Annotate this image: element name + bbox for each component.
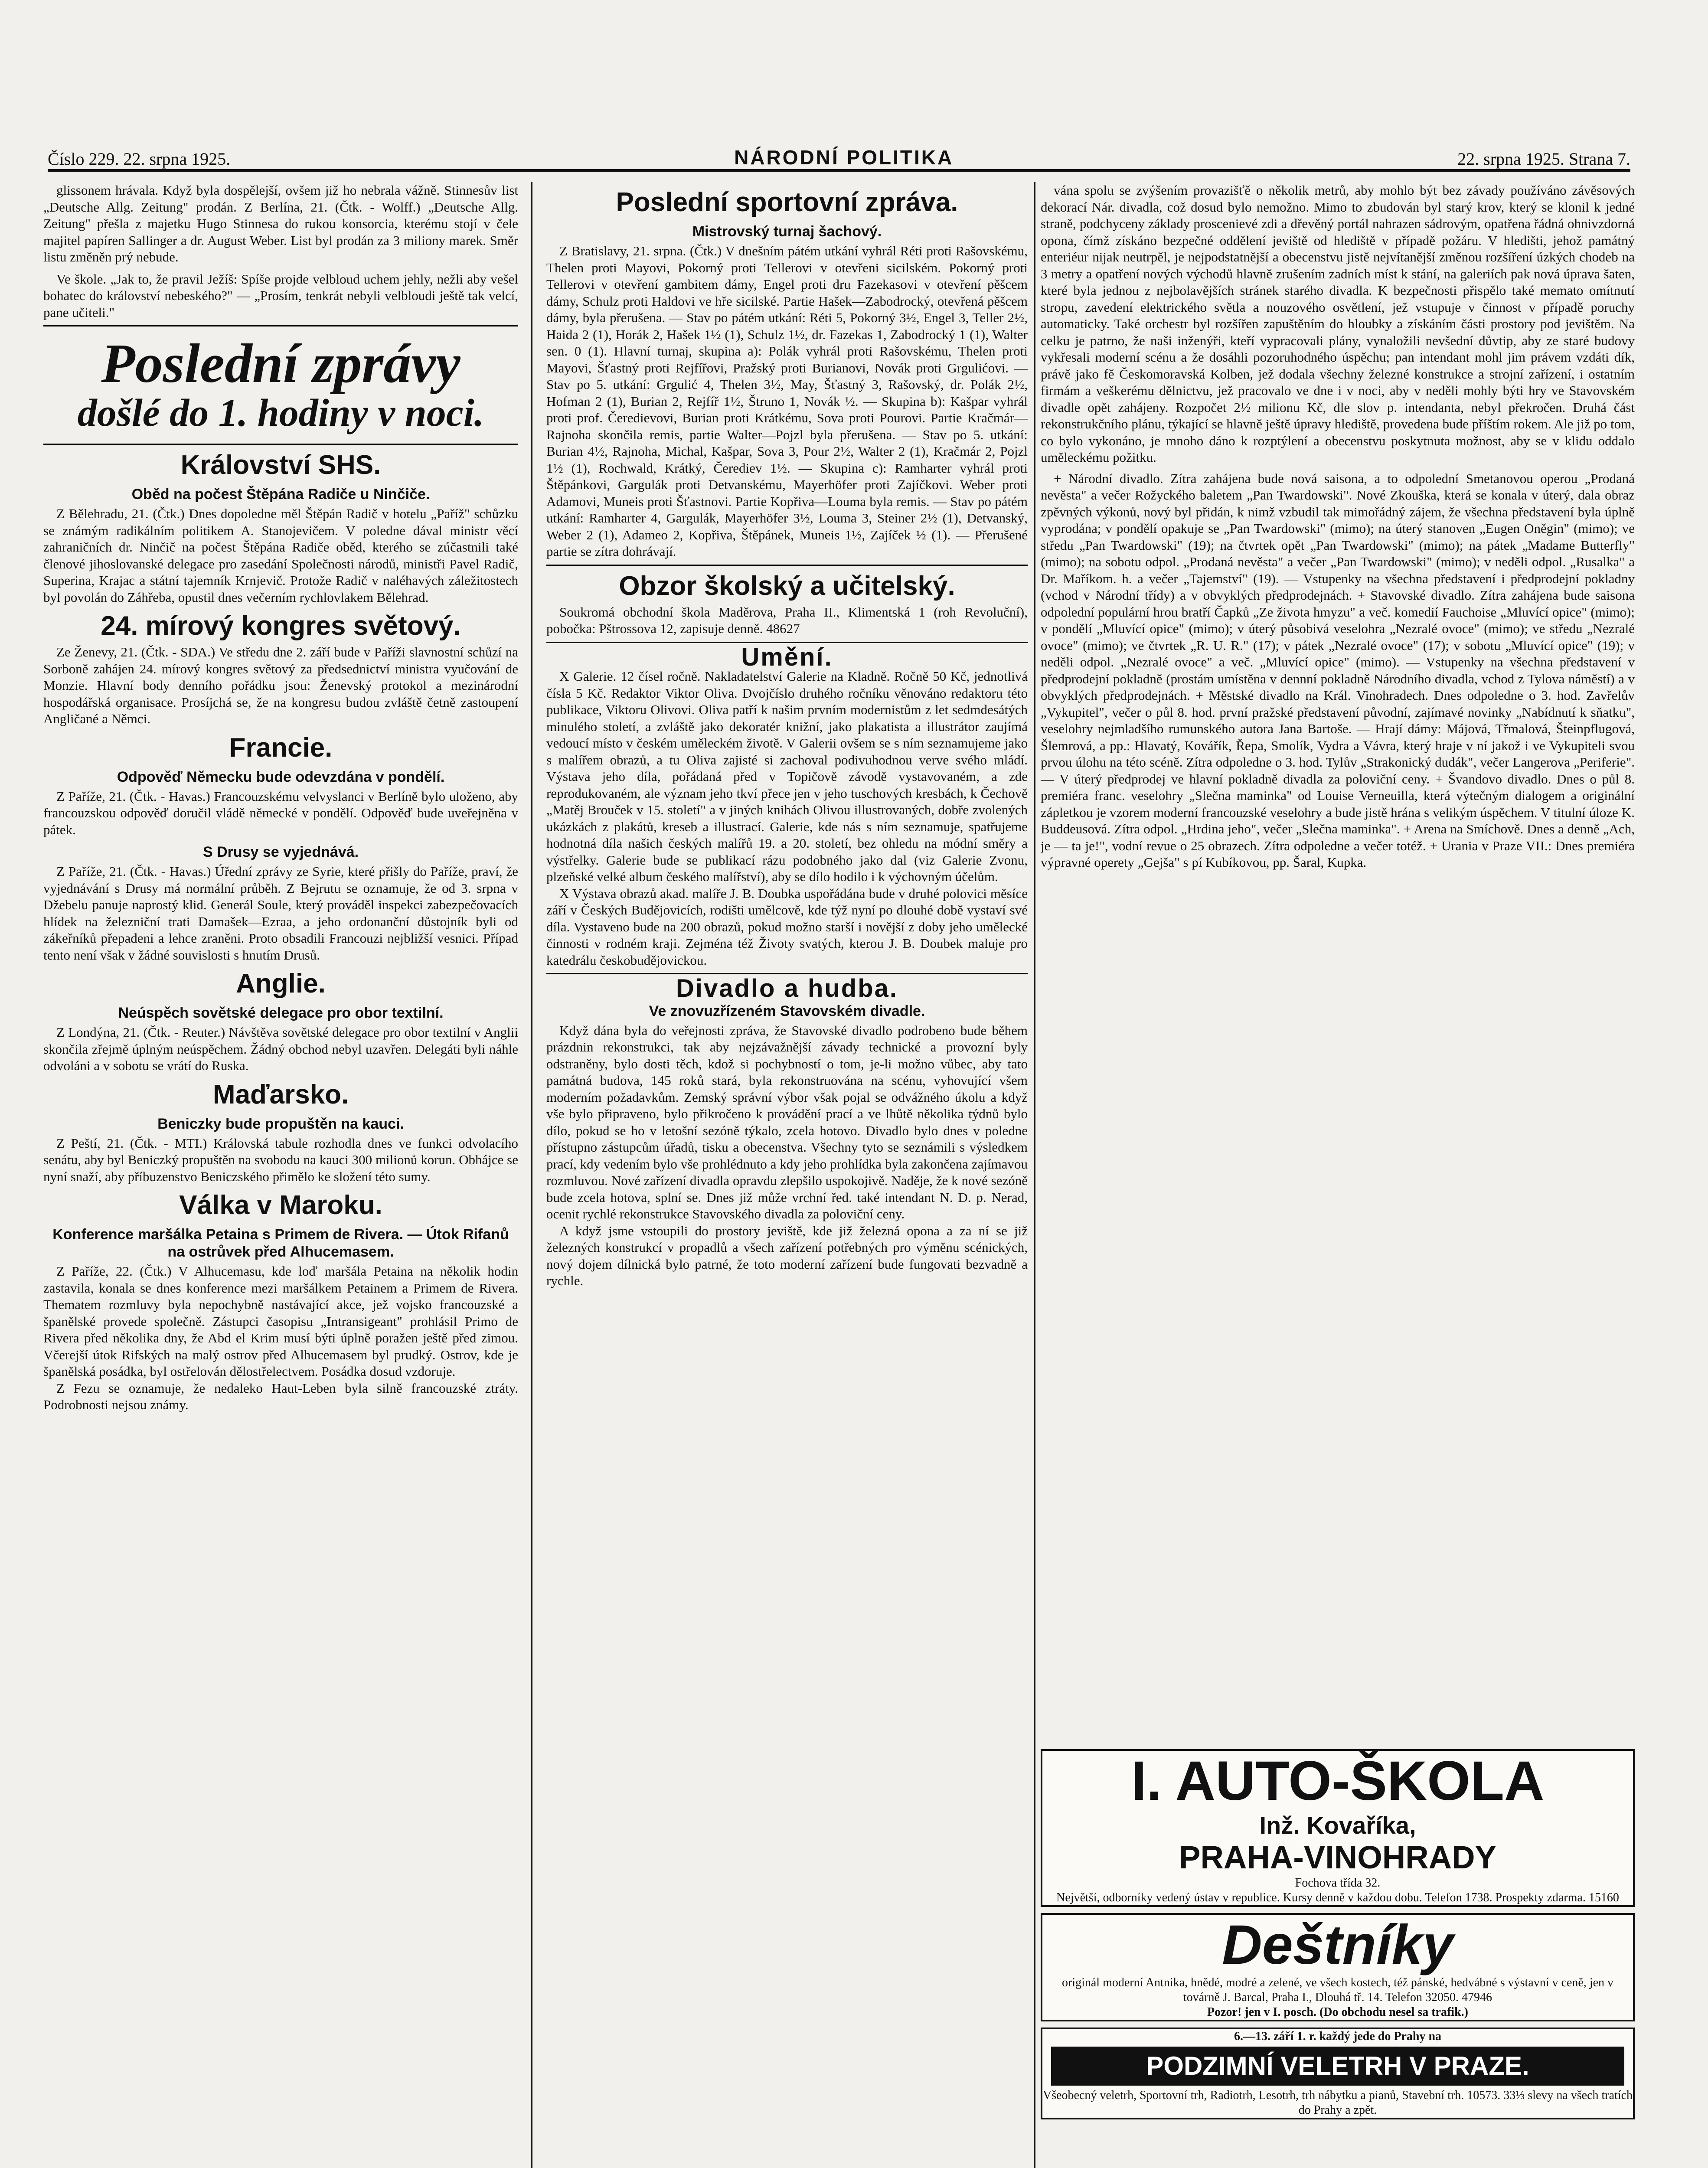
ad-text: Největší, odborníky vedený ústav v republice. Kursy denně v každou dobu. Telefon 1738. Prospekty zdarma. 15160 [1056,1891,1619,1904]
headline: Maďarsko. [212,1079,349,1110]
article-text: glissonem hrávala. Když byla dospělejší, ovšem již ho nebrala vážně. Stinnesův list „Deutsche Allg. Zeitung" prodán. Z Berlína, 21. (Čtk. - Wolff.) „Deutsche Allg. Zeitung" přešla z majetku Hugo Stinnesa do rukou konsorcia, kterému stojí v čele majitel papíren Sallinger a dr. August Weber. List byl prodán za 3 miliony marek. Směr listu změněn prý nebude. [43,183,518,264]
ad-owner: Inž. Kovaříka, [1259,1812,1416,1839]
headline: Království SHS. [180,450,381,480]
article-text: Soukromá obchodní škola Maděrova, Praha II., Klimentská 1 (roh Revoluční), pobočka: Pštrossova 12, zapisuje denně. 48627 [546,604,1028,636]
subheadline: Odpověď Německu bude odevzdána v pondělí. [117,768,445,785]
headline: Válka v Maroku. [179,1190,382,1220]
subheadline: S Drusy se vyjednává. [202,844,359,860]
subheadline: Neúspěch sovětské delegace pro obor textilní. [118,1005,444,1021]
divider [43,325,518,327]
divider [43,444,518,445]
article-text: A když jsme vstoupili do prostory jeviště, kde již železná opona a za ní se již železných konstrukcí v propadlů a všech zařízení potřebných pro výměnu scénických, nový dojem dílnická bylo patrné, že toto moderní zařízení bude fungovati bezvadně a rychle. [546,1223,1028,1288]
headline: Obzor školský a učitelský. [619,571,955,601]
headline: Poslední sportovní zpráva. [616,187,958,217]
column-divider [1034,182,1035,2168]
ad-street: Fochova třída 32. [1295,1876,1381,1890]
ad-city: PRAHA-VINOHRADY [1179,1839,1496,1875]
column-divider [531,182,532,2168]
ad-title: I. AUTO-ŠKOLA [1131,1750,1545,1812]
ad-text: originál moderní Antnika, hnědé, modré a zelené, ve všech kostech, též pánské, hedvábné s výstavní v ceně, jen v továrně J. Barcal, Praha I., Dlouhá tř. 14. Telefon 32050. 47946 [1061,1976,1614,2004]
headline: Anglie. [236,969,326,999]
article-text: Z Bělehradu, 21. (Čtk.) Dnes dopoledne měl Štěpán Radič v hotelu „Paříž" schůzku se známým radikálním politikem A. Stanojevičem. V poledne dával ministr věcí zahraničních dr. Ninčič na počest Štěpána Radiče oběd, kterého se zúčastnili také členové jihoslovanské delegace pro zasedání Společnosti národů, ministři Pavel Radič, Superina, Krajac a státní tajemník Krnjevič. Protože Radič v naléhavých záležitostech byl povolán do Záhřeba, opustil dnes večerním rychlovlakem Bělehrad. [43,506,518,605]
ads-block [1041,1743,1635,2126]
article-text: Z Londýna, 21. (Čtk. - Reuter.) Návštěva sovětské delegace pro obor textilní v Anglii skončila zřejmě úplným neúspěchem. Žádný obchod nebyl uzavřen. Delegáti byli náhle odvoláni a v sobotu se vrátí do Ruska. [43,1025,518,1073]
column-2 [546,182,1028,2168]
advertisement-veletrh [1041,2028,1635,2119]
column-1 [43,182,518,2168]
article-text: Z Paříže, 22. (Čtk.) V Alhucemasu, kde loď maršála Petaina na několik hodin zastavila, konala se dnes konference mezi maršálkem Petainem a Primem de Rivera. Thematem rozmluvy byla nepochybně nastávající akce, jež vojsko francouzské a španělské provede společně. Zástupci časopisu „Intransigeant" prohlásil Primo de Rivera před několika dny, že Abd el Krim musí býti úplně poražen ještě před zimou. Včerejší útok Rifských na malý ostrov před Alhucemasem byl prudký. Ostrov, kde je španělská posádka, byl ostřelován dělostřelectvem. Posádka dosud vzdoruje. [43,1264,518,1379]
article-text: X Výstava obrazů akad. malíře J. B. Doubka uspořádána bude v druhé polovici měsíce září v Českých Budějovicích, rodišti umělcově, kde týž nyní po dlouhé době vystaví své díla. Vystaveno bude na 200 obrazů, pokud možno starší i novější z doby jeho umělecké činnosti v rodném kraji. Zejména též Životy svatých, kterou J. B. Doubek maluje pro katedrálu českobudějovickou. [546,885,1028,968]
masthead [48,130,1630,172]
article-text: Z Peští, 21. (Čtk. - MTI.) Královská tabule rozhodla dnes ve funkci odvolacího senátu, aby byl Beniczký propuštěn na svobodu na kauci 300 milionů korun. Obhájce se nyní snaží, aby příbuzenstvo Beniczského přimělo ke složení této sumy. [43,1135,518,1184]
divider [546,565,1028,566]
column-3 [1041,182,1635,1925]
article-text: Z Paříže, 21. (Čtk. - Havas.) Úřední zprávy ze Syrie, které přišly do Paříže, praví, že vyjednávání s Drusy má normální průběh. Z Bejrutu se oznamuje, že od 3. srpna v Džebelu panuje naprostý klid. Generál Soule, který prováděl inspekci zabezpečovacích hlídek na železniční trati Damašek—Ezraa, a jeho ordonanční důstojník byli od zákeřníků přepadeni a lehce zraněni. Proto obsadili Francouzi nejbližší vesnici. Případ tento není však v žádné souvislosti s hnutím Drusů. [43,864,518,963]
article-text: Když dána byla do veřejnosti zpráva, že Stavovské divadlo podrobeno bude během prázdnin rekonstrukci, tak aby nejzávažnější závady technické a provozní byly odstraněny, bylo dosti těch, kdož si pochybností o tom, je-li možno vůbec, aby tato památná budova, 145 roků stará, byla rekonstruována na scénu, vyhovující všem moderním požadavkům. Zemský správní výbor však pojal se odvážného úkolu a když vše bylo připraveno, bylo přikročeno k provádění prací a ve lhůtě několika týdnů bylo dílo, pokud se ho v letošní sezóně týkalo, zcela hotovo. Divadlo bylo dnes v poledne přístupno zástupcům úřadů, tisku a obecenstva. Všechny tyto se seznámili s výsledkem prací, kdy vedením bylo vše prohlédnuto a kdy jeho prohlídka byla zakončena zajímavou rozmluvou. Nové zařízení divadla opravdu zlepšilo uspokojivě. Naděje, že k nové sezóně bude zcela hotova, splní se. Dnes již může vrchní řed. také intendant N. D. p. Nerad, ocenit rychlé rekonstrukce Stavovského divadla za poloviční ceny. [546,1022,1028,1221]
article-text: Z Bratislavy, 21. srpna. (Čtk.) V dnešním pátém utkání vyhrál Réti proti Rašovskému, Thelen proti Mayovi, Pokorný proti Tellerovi v otevřeni sicilském. Pokorný proti Tellerovi v otevření gambitem dámy, Engel proti dru Fazekasovi v otevření pěšcem dámy, Schulz proti Haldovi ve hře sicilské. Partie Hašek—Zabodrocký, otevřená pěšcem dámy, byla přerušena. — Stav po pátém utkání: Réti 5, Pokorný 3½, Engel 3, Teller 2½, Haida 2 (1), Horák 2, Hašek 1½ (1), Schulz 1½, dr. Fazekas 1, Zabodrocký 1 (1), Walter sen. 0 (1). Hlavní turnaj, skupina a): Polák vyhrál proti Rašovskému, Thelen proti Mayovi, Šťastný proti Rejfířovi, Pražský proti Burianovi, Novák proti Grgulićovi. — Stav po 5. utkání: Grgulić 4, Thelen 3½, May, Šťastný 3, Rašovský, dr. Polák 2½, Hofman 2 (1), Burian 2, Rejfíř 1½, Štruno 1, Novák ½. — Skupina b): Kašpar vyhrál proti prof. Čeredievovi, Burian proti Krátkému, Sova proti Pourovi. Partie Kračmár—Rajnoha skončila remis, partie Walter—Pojzl byla přerušena. — Stav po 5. utkání: Burian 4½, Rajnoha, Michal, Kašpar, Sova 3, Pour 2½, Walter 2 (1), Kračmár 2, Pojzl 1½ (1), Rochwald, Krátký, Čerediev 1½. — Skupina c): Ramharter vyhrál proti Štěpánkovi, Gargulák proti Detvanskému, Mayerhöfer proti Zajíčkovi. Weber proti Adamovi, Muneis proti Šťastnovi. Partie Kopřiva—Louma byla remis. — Stav po pátém utkání: Ramharter 4, Gargulák, Mayerhöfer 3½, Louma 3, Steiner 2½ (1), Detvanský, Weber 2 (1), Adameo 2, Kopřiva, Štěpánek, Muneis 1½, Zajíček ½ (1). — Přerušené partie se zítra dohrávají. [546,243,1028,559]
headline: Francie. [229,732,333,763]
subheadline: Beniczky bude propuštěn na kauci. [157,1115,404,1132]
ad-title: PODZIMNÍ VELETRH V PRAZE. [1051,2047,1624,2086]
ad-top: 6.—13. září 1. r. každý jede do Prahy na [1234,2030,1442,2043]
section-subtitle: došlé do 1. hodiny v noci. [77,392,484,434]
section-banner: Umění. [741,643,833,671]
newspaper-title: NÁRODNÍ POLITIKA [734,146,954,169]
subheadline: Konference maršálka Petaina s Primem de Rivera. — Útok Rifanů na ostrůvek před Alhucemasem. [52,1226,509,1260]
article-text: X Galerie. 12 čísel ročně. Nakladatelství Galerie na Kladně. Ročně 50 Kč, jednotlivá čísla 5 Kč. Redaktor Viktor Oliva. Dvojčíslo druhého ročníku věnováno redaktoru této publikace, Viktoru Olivovi. Oliva patří k našim prvním modernistům z let sedmdesátých minulého století, a zvláště jako dekoratér knižní, jako plakatista a illustrátor zaujímá vedoucí místo v českém uměleckém životě. V Galerii ovšem se s ním seznamujeme jako s malířem obrazů, a tu Oliva zajisté si zachoval podivuhodnou verve svého mládí. Výstava jeho díla, pořádaná před v Topičově závodě vystavovaném, a zde reprodukovaném, ale význam jeho tkví přece jen v jeho tuschových kresbách, k Čechově „Matěj Brouček v 15. století" a v jiných knihách Olivou illustrovaných, dobře zvolených ukázkách z plakátů, kreseb a illustrací. Galerie, kde nás s ním seznamuje, spatřujeme hodnotná díla našich českých malířů 19. a 20. století, bez ohledu na módní směry a výstřelky. Galerie bude se publikací rázu podobného jako dal (viz Galerie Zvonu, plzeňské velké album českého malířství), aby se dílo hodilo i k výchovným účelům. [546,669,1028,884]
article-text: Ze Ženevy, 21. (Čtk. - SDA.) Ve středu dne 2. září bude v Paříži slavnostní schůzí na Sorboně zahájen 24. mírový kongres světový za předsednictví ministra vyučování de Monzie. Hlavní body denního pořádku jsou: Ženevský protokol a mezinárodní hospodářská organisace. Prosíjchá se, že na kongresu budou zvláště četně zastoupení Angličané a Němci. [43,644,518,726]
issue-number: Číslo 229. 22. srpna 1925. [48,149,231,169]
subheadline: Ve znovuzřízeném Stavovském divadle. [649,1002,925,1019]
theatre-listings: + Národní divadlo. Zítra zahájena bude nová saisona, a to odpolední Smetanovou operou „Prodaná nevěsta" a večer Rožyckého baletem „Pan Twardowski". Nové Zkouška, která se konala v úterý, dala obraz zpěvných výkonů, nový byl přidán, k nimž vzbudil tak mimořádný zájem, že všechna představení byla úplně vyprodána; v pondělí opakuje se „Pan Twardowski" (mimo); na úterý stanoven „Eugen Oněgin" (mimo); ve středu „Pan Twardowski" (19); na čtvrtek opět „Pan Twardowski" (mimo); na pátek „Madame Butterfly" (mimo); na sobotu odpol. „Prodaná nevěsta" a večer „Pan Twardowski" (mimo); v neděli odpol. „Rusalka" a Dr. Maříkom. h. a večer „Tajemství" (19). — Vstupenky na všechna představení i předprodejní pokladny (vchod v Národní třídy) a v obvyklých předprodejnách. + Stavovské divadlo. Zítra zahájena bude saisona odpolední populární hrou bratří Čapků „Ze života hmyzu" a več. komedií Fauchoise „Mluvící opice" (mimo); v pondělí „Mluvící opice" (mimo); v úterý působivá veselohra „Nezralé ovoce" (mimo); ve středu „Nezralé ovoce" (mimo); ve čtvrtek „R. U. R." (17); v pátek „Nezralé ovoce" (17); v sobotu „Mluvící opice" (19); v neděli odpol. „Nezralé ovoce" a več. „Mluvící opice" (mimo). — Vstupenky na všechna představení v předprodejní pokladně (prostám umístěna v dennní pokladně Národního divadla, vchod z Tylova náměstí) a v obvyklých předprodejnách. + Městské divadlo na Král. Vinohradech. Dnes odpoledne o 3. hod. Zavřelův „Vykupitel", večer o půl 8. hod. první pražské představení původní, zajímavé novinky „Nabídnutí k sňatku", veselohry nejmladšího rumunského autora Jana Bartoše. — Hrají dámy: Májová, Třmalová, Šteinpflugová, Šlemrová, a pp.: Hlavatý, Kovářík, Řepa, Smolík, Vydra a Vávra, který hraje v ní jakož i ve Vykupiteli svou prvou úlohu na této scéně. Zítra odpoledne o 3. hod. Tylův „Strakonický dudák", večer Langerova „Periferie". — V úterý předprodej ve hlavní pokladně divadla za poloviční ceny. + Švandovo divadlo. Dnes o půl 8. premiéra franc. veselohry „Slečna maminka" od Louise Verneuilla, která výtečným dialogem a originální zápletkou je vzorem moderní francouzské veselohry a bude jistě hrána s velikým úspěchem. V titulní úloze K. Buddeusová. Zítra odpol. „Hrdina jeho", večer „Slečna maminka". + Arena na Smíchově. Dnes a denně „Ach, je — ta je!", vodní revue o 25 obrazech. Zítra odpoledne a večer totéž. + Urania v Praze VII.: Dnes premiéra výpravné operety „Gejša" s pí Kubíkovou, pp. Šaral, Kupka. [1041,470,1635,870]
ad-text: Všeobecný veletrh, Sportovní trh, Radiotrh, Lesotrh, trh nábytku a pianů, Stavební trh. 10573. 33⅓ slevy na všech tratích do Prahy a zpět. [1042,2089,1633,2117]
section-title: Poslední zprávy [101,333,460,394]
advertisement-destniky [1041,1913,1635,2021]
page-number: 22. srpna 1925. Strana 7. [1457,149,1630,169]
article-text: Ve škole. „Jak to, že pravil Ježíš: Spíše projde velbloud uchem jehly, nežli aby vešel bohatec do království nebeského?" — „Prosím, tenkrát nebyli velbloudi ještě tak velcí, pane učiteli." [43,271,518,320]
section-banner: Divadlo a hudba. [676,974,898,1002]
article-text: Z Paříže, 21. (Čtk. - Havas.) Francouzskému velvyslanci v Berlíně bylo uloženo, aby francouzskou odpověď doručil vládě německé v pondělí. Odpověď bude uveřejněna v pátek. [43,788,518,837]
subheadline: Oběd na počest Štěpána Radiče u Ninčiče. [131,486,430,503]
ad-note: Pozor! jen v I. posch. (Do obchodu nesel sa trafik.) [1207,2005,1468,2019]
subheadline: Mistrovský turnaj šachový. [692,223,882,240]
ad-title: Deštníky [1222,1914,1453,1976]
headline: 24. mírový kongres světový. [101,611,461,641]
advertisement-autoskola [1041,1749,1635,1907]
article-text: Z Fezu se oznamuje, že nedaleko Haut-Leben byla silně francouzské ztráty. Podrobnosti nejsou známy. [43,1380,518,1412]
article-text: vána spolu se zvýšením provazišťě o několik metrů, aby mohlo být bez závady používáno závěsových dekorací Nár. divadla, což dosud bylo nemožno. Mimo to zbudován byl starý krov, který se klonil k jedné straně, podchyceny základy proscenievé zdi a dřevěný portál nahrazen sádrovým, opatřena řádná ohnivzdorná opona, čímž získáno bezpečné oddělení jeviště od hlediště v případě požáru. V hledišti, jehož památný enteriéur nijak neutrpěl, je nejpodstatnější a obecenstvu jistě nejvítanější změnou rozšíření úzkých chodeb na 3 metry a opatření nových východů hlavně zrušením zadních míst k stání, na galeriích pak nová úprava šaten, které byla jednou z nejbolavějších stránek starého divadla. K bezpečnosti přispělo také memato omítnutí stropu, zavedení elektrického světla a nouzového osvětlení, jež vstupuje v činnost v případě poruchy automaticky. Také orchestr byl rozšířen zapuštěním do hloubky a získáním části prostory pod jevištěm. Na celku je patrno, že naši inženýři, kteří vypracovali plány, vynaložili nevšední důvtip, aby ze staré budovy vykřesali moderní scénu a že dosáhli pozoruhodného úspěchu; pan intendant mohl jim právem vzdáti dík, právě jako fě Českomoravská Kolben, jež dodala všechny železné konstrukce a strojní zařízení, i ostatním firmám a veškerému dělnictvu, jež pracovalo ve dne i v noci, aby v neděli mohly býti hry ve Stavovském divadle opět zahájeny. Rozpočet 2½ milionu Kč, dle slov p. intendanta, nebyl překročen. Druhá část rekonstrukčního plánu, týkající se hlavně ještě úpravy hlediště, provedena bude příštím rokem. Ale již po tom, co bylo vykonáno, je mnoho dáno k rozptýlení a obecenstvu poskytnuta možnost, aby se v klidu oddalo uměleckému požitku. [1041,183,1635,465]
